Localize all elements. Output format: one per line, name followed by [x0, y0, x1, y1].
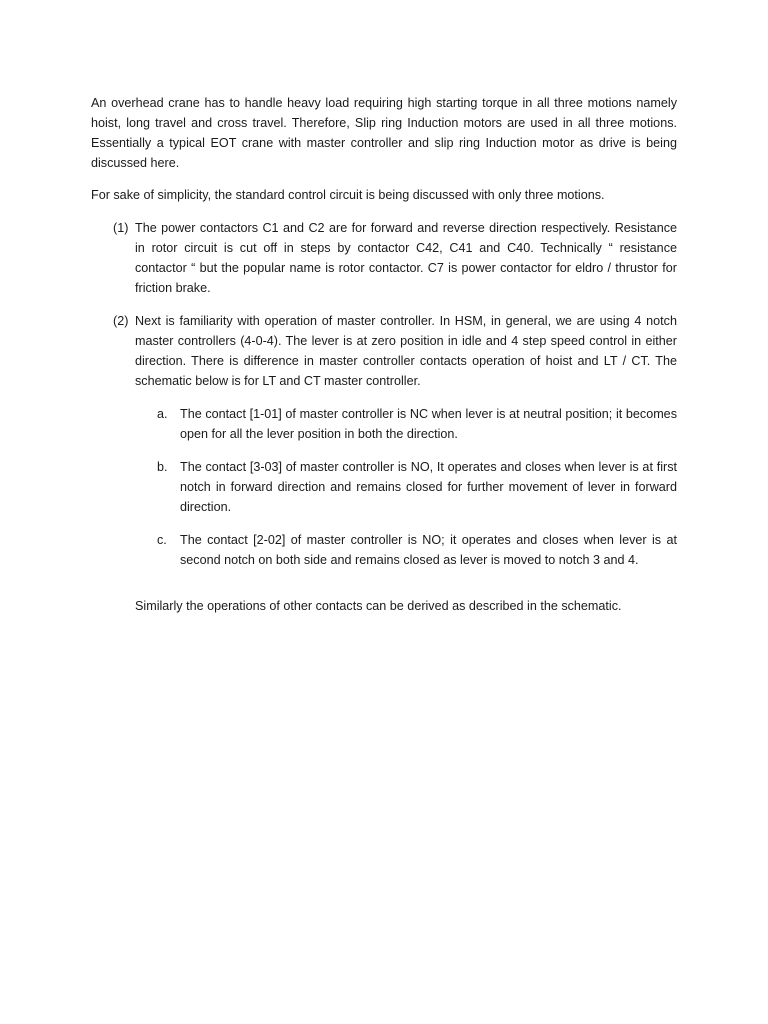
sub-item-letter: a.	[157, 407, 168, 421]
simplicity-paragraph: For sake of simplicity, the standard control circuit is being discussed with only three motions.	[91, 188, 605, 202]
item-text: Next is familiarity with operation of master controller. In HSM, in general, we are using 4 notch master controllers (4-0-4). The lever is at zero position in idle and 4 step speed control in either direction. There is difference in master controller contacts operation of hoist and LT / CT. The schematic below is for LT and CT master controller.	[135, 314, 677, 388]
sub-item-c	[135, 530, 677, 570]
item-body	[135, 311, 677, 583]
sub-item-list	[135, 404, 677, 570]
closing-paragraph: Similarly the operations of other contacts can be derived as described in the schematic.	[135, 599, 622, 613]
sub-item-text: The contact [1-01] of master controller is NC when lever is at neutral position; it becomes open for all the lever position in both the direction.	[180, 407, 677, 441]
numbered-item-2	[91, 311, 677, 583]
numbered-item-1	[91, 218, 677, 298]
item-number: (1)	[113, 221, 129, 235]
sub-item-text: The contact [2-02] of master controller is NO; it operates and closes when lever is at second notch on both side and remains closed as lever is moved to notch 3 and 4.	[180, 533, 677, 567]
sub-item-text: The contact [3-03] of master controller is NO, It operates and closes when lever is at first notch in forward direction and remains closed for further movement of lever in forward direction.	[180, 460, 677, 514]
item-text: The power contactors C1 and C2 are for forward and reverse direction respectively. Resistance in rotor circuit is cut off in steps by contactor C42, C41 and C40. Technically “ resistance contactor “ but the popular name is rotor contactor. C7 is power contactor for eldro / thrustor for friction brake.	[135, 221, 677, 295]
item-number: (2)	[113, 314, 129, 328]
sub-item-letter: c.	[157, 533, 167, 547]
sub-item-b	[135, 457, 677, 517]
intro-paragraph: An overhead crane has to handle heavy load requiring high starting torque in all three motions namely hoist, long travel and cross travel. Therefore, Slip ring Induction motors are used in all three motions. Essentially a typical EOT crane with master controller and slip ring Induction motor as drive is being discussed here.	[91, 96, 677, 170]
sub-item-letter: b.	[157, 460, 168, 474]
sub-item-a	[135, 404, 677, 444]
